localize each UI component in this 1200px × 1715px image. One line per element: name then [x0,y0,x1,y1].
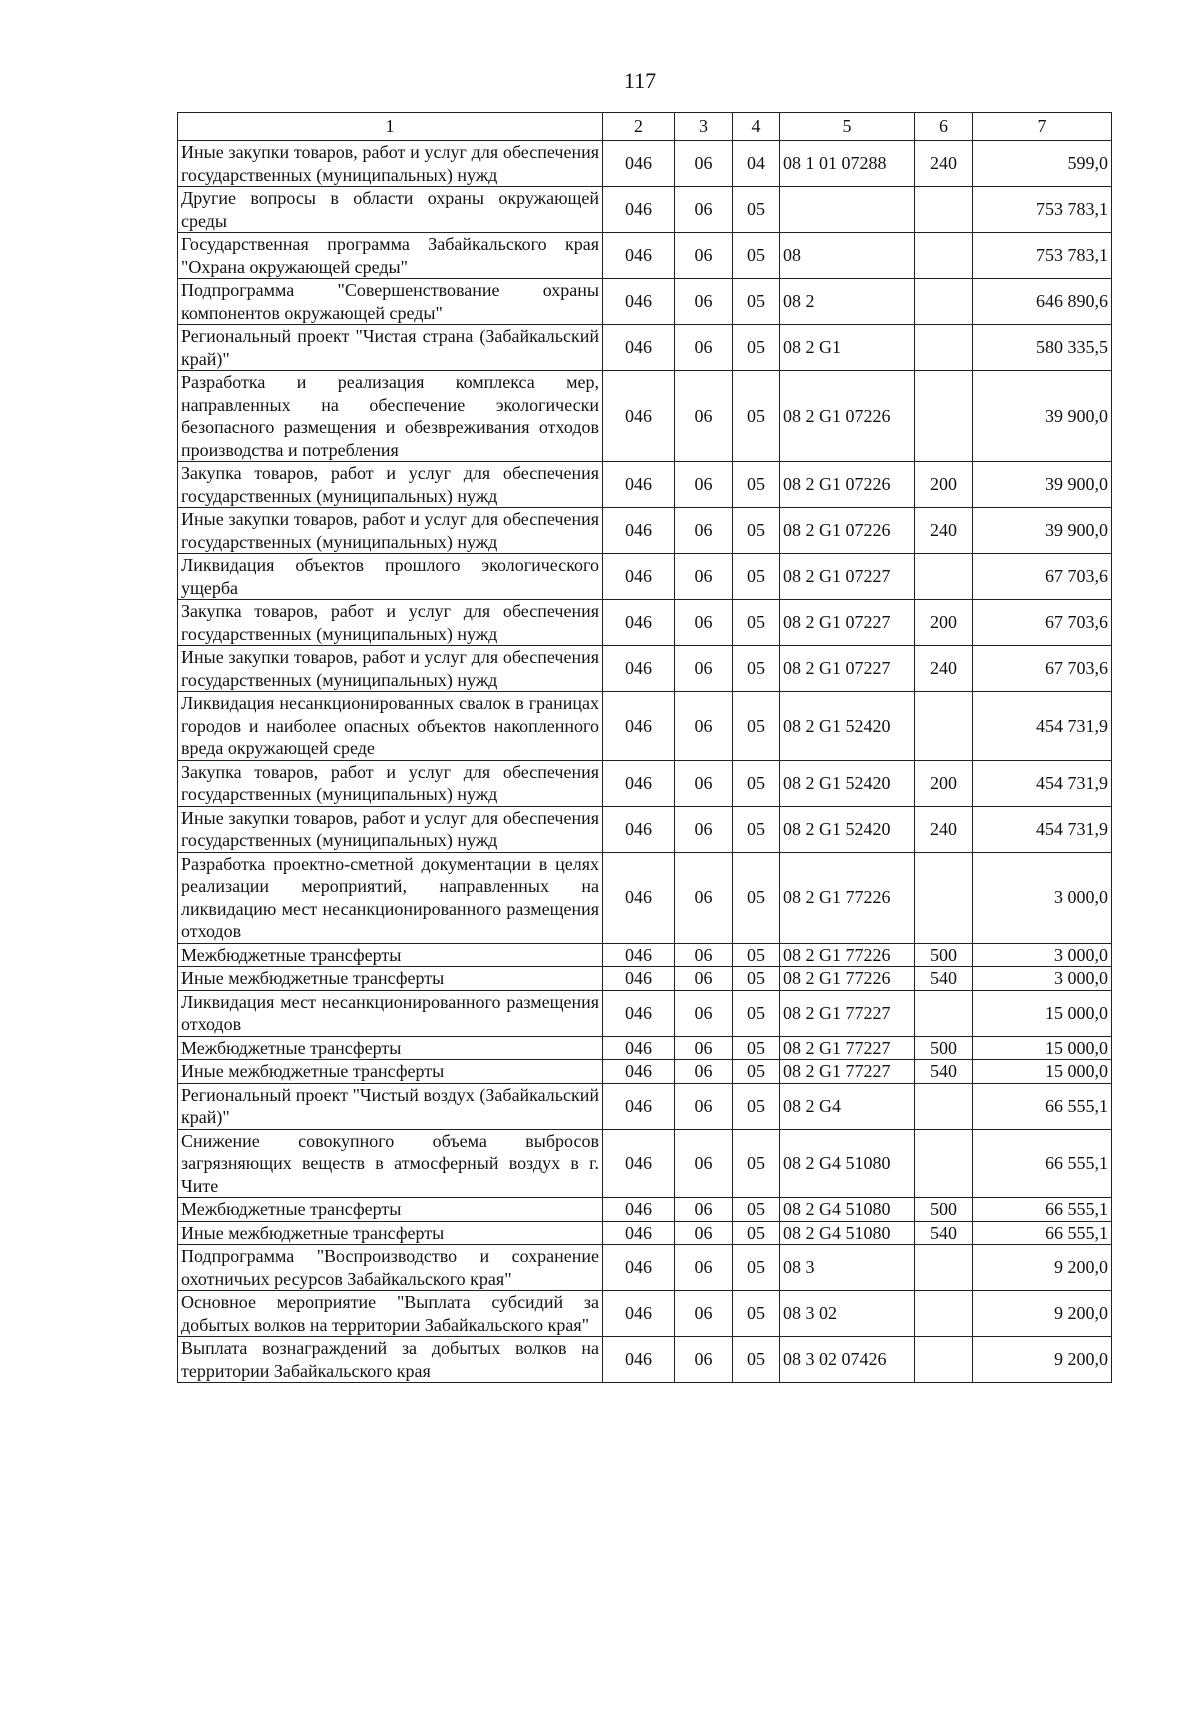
amount-cell: 9 200,0 [973,1337,1112,1383]
expense-type-cell: 500 [915,943,973,967]
table-row [178,852,1112,943]
subsection-code-cell: 05 [733,233,780,279]
subsection-code-cell: 05 [733,990,780,1036]
admin-code-cell: 046 [603,1245,675,1291]
target-article-cell: 08 2 G1 77226 [780,852,915,943]
admin-code-cell: 046 [603,141,675,187]
subsection-code-cell: 05 [733,1221,780,1245]
subsection-code-cell: 05 [733,806,780,852]
expense-type-cell: 240 [915,141,973,187]
admin-code-cell: 046 [603,1036,675,1060]
row-name-cell: Снижение совокупного объема выбросов загрязняющих веществ в атмосферный воздух в г. Чите [178,1129,603,1198]
expense-type-cell [915,1291,973,1337]
row-name-cell: Иные межбюджетные трансферты [178,1060,603,1084]
section-code-cell: 06 [675,1129,733,1198]
target-article-cell: 08 2 G1 07227 [780,554,915,600]
budget-table [177,112,1112,1383]
section-code-cell: 06 [675,1198,733,1222]
subsection-code-cell: 04 [733,141,780,187]
expense-type-cell [915,1129,973,1198]
expense-type-cell [915,325,973,371]
row-name-cell: Межбюджетные трансферты [178,1198,603,1222]
section-code-cell: 06 [675,600,733,646]
amount-cell: 3 000,0 [973,943,1112,967]
section-code-cell: 06 [675,967,733,991]
target-article-cell: 08 2 G1 77227 [780,990,915,1036]
row-name-cell: Другие вопросы в области охраны окружающей среды [178,187,603,233]
row-name-cell: Иные закупки товаров, работ и услуг для обеспечения государственных (муниципальных) нужд [178,508,603,554]
expense-type-cell: 540 [915,1060,973,1084]
amount-cell: 66 555,1 [973,1198,1112,1222]
section-code-cell: 06 [675,1337,733,1383]
amount-cell: 9 200,0 [973,1291,1112,1337]
expense-type-cell: 240 [915,646,973,692]
admin-code-cell: 046 [603,646,675,692]
target-article-cell: 08 2 G1 07227 [780,600,915,646]
target-article-cell: 08 2 G1 07226 [780,462,915,508]
row-name-cell: Разработка проектно-сметной документации в целях реализации мероприятий, направленных на ликвидацию мест несанкционированного размещения отходов [178,852,603,943]
subsection-code-cell: 05 [733,554,780,600]
row-name-cell: Ликвидация несанкционированных свалок в границах городов и наиболее опасных объектов накопленного вреда окружающей среде [178,692,603,761]
section-code-cell: 06 [675,760,733,806]
table-row [178,1198,1112,1222]
amount-cell: 39 900,0 [973,371,1112,462]
table-row [178,692,1112,761]
section-code-cell: 06 [675,692,733,761]
subsection-code-cell: 05 [733,279,780,325]
row-name-cell: Выплата вознаграждений за добытых волков на территории Забайкальского края [178,1337,603,1383]
amount-cell: 15 000,0 [973,990,1112,1036]
expense-type-cell [915,233,973,279]
row-name-cell: Региональный проект "Чистая страна (Забайкальский край)" [178,325,603,371]
header-cell: 1 [178,113,603,141]
expense-type-cell: 500 [915,1036,973,1060]
admin-code-cell: 046 [603,462,675,508]
target-article-cell: 08 2 G1 07226 [780,508,915,554]
expense-type-cell [915,371,973,462]
target-article-cell: 08 2 G1 [780,325,915,371]
amount-cell: 67 703,6 [973,646,1112,692]
admin-code-cell: 046 [603,943,675,967]
target-article-cell: 08 2 G1 77226 [780,967,915,991]
subsection-code-cell: 05 [733,760,780,806]
expense-type-cell: 240 [915,806,973,852]
amount-cell: 599,0 [973,141,1112,187]
target-article-cell: 08 [780,233,915,279]
table-row [178,600,1112,646]
header-cell: 5 [780,113,915,141]
amount-cell: 66 555,1 [973,1129,1112,1198]
row-name-cell: Ликвидация объектов прошлого экологического ущерба [178,554,603,600]
section-code-cell: 06 [675,554,733,600]
expense-type-cell [915,279,973,325]
row-name-cell: Региональный проект "Чистый воздух (Забайкальский край)" [178,1083,603,1129]
subsection-code-cell: 05 [733,692,780,761]
target-article-cell: 08 3 02 [780,1291,915,1337]
table-body [178,141,1112,1383]
subsection-code-cell: 05 [733,1036,780,1060]
admin-code-cell: 046 [603,692,675,761]
admin-code-cell: 046 [603,600,675,646]
subsection-code-cell: 05 [733,1083,780,1129]
amount-cell: 580 335,5 [973,325,1112,371]
target-article-cell: 08 3 [780,1245,915,1291]
row-name-cell: Иные межбюджетные трансферты [178,1221,603,1245]
section-code-cell: 06 [675,233,733,279]
amount-cell: 454 731,9 [973,806,1112,852]
target-article-cell: 08 1 01 07288 [780,141,915,187]
amount-cell: 67 703,6 [973,600,1112,646]
amount-cell: 67 703,6 [973,554,1112,600]
subsection-code-cell: 05 [733,852,780,943]
row-name-cell: Закупка товаров, работ и услуг для обеспечения государственных (муниципальных) нужд [178,760,603,806]
row-name-cell: Ликвидация мест несанкционированного размещения отходов [178,990,603,1036]
target-article-cell: 08 2 G4 51080 [780,1198,915,1222]
table-row [178,967,1112,991]
section-code-cell: 06 [675,187,733,233]
table-row [178,462,1112,508]
row-name-cell: Иные закупки товаров, работ и услуг для обеспечения государственных (муниципальных) нужд [178,141,603,187]
admin-code-cell: 046 [603,187,675,233]
table-row [178,1221,1112,1245]
row-name-cell: Закупка товаров, работ и услуг для обеспечения государственных (муниципальных) нужд [178,462,603,508]
subsection-code-cell: 05 [733,943,780,967]
admin-code-cell: 046 [603,1060,675,1084]
expense-type-cell: 540 [915,967,973,991]
section-code-cell: 06 [675,1221,733,1245]
row-name-cell: Разработка и реализация комплекса мер, направленных на обеспечение экологически безопасного размещения и обезвреживания отходов производства и потребления [178,371,603,462]
admin-code-cell: 046 [603,325,675,371]
target-article-cell: 08 2 G1 52420 [780,806,915,852]
amount-cell: 66 555,1 [973,1221,1112,1245]
target-article-cell: 08 2 G1 07227 [780,646,915,692]
subsection-code-cell: 05 [733,1291,780,1337]
table-row [178,646,1112,692]
admin-code-cell: 046 [603,279,675,325]
expense-type-cell: 240 [915,508,973,554]
subsection-code-cell: 05 [733,1245,780,1291]
subsection-code-cell: 05 [733,600,780,646]
table-row [178,279,1112,325]
admin-code-cell: 046 [603,233,675,279]
expense-type-cell [915,852,973,943]
section-code-cell: 06 [675,141,733,187]
section-code-cell: 06 [675,371,733,462]
row-name-cell: Подпрограмма "Совершенствование охраны компонентов окружающей среды" [178,279,603,325]
row-name-cell: Иные закупки товаров, работ и услуг для обеспечения государственных (муниципальных) нужд [178,806,603,852]
table-row [178,943,1112,967]
subsection-code-cell: 05 [733,646,780,692]
admin-code-cell: 046 [603,806,675,852]
target-article-cell: 08 2 G1 52420 [780,692,915,761]
table-row [178,760,1112,806]
target-article-cell: 08 2 [780,279,915,325]
section-code-cell: 06 [675,1245,733,1291]
row-name-cell: Основное мероприятие "Выплата субсидий за добытых волков на территории Забайкальского края" [178,1291,603,1337]
subsection-code-cell: 05 [733,371,780,462]
subsection-code-cell: 05 [733,1198,780,1222]
header-cell: 2 [603,113,675,141]
amount-cell: 753 783,1 [973,187,1112,233]
amount-cell: 454 731,9 [973,760,1112,806]
section-code-cell: 06 [675,646,733,692]
table-row [178,1060,1112,1084]
admin-code-cell: 046 [603,852,675,943]
subsection-code-cell: 05 [733,1060,780,1084]
subsection-code-cell: 05 [733,508,780,554]
target-article-cell: 08 2 G4 51080 [780,1129,915,1198]
amount-cell: 753 783,1 [973,233,1112,279]
amount-cell: 39 900,0 [973,462,1112,508]
row-name-cell: Межбюджетные трансферты [178,1036,603,1060]
table-row [178,990,1112,1036]
admin-code-cell: 046 [603,1221,675,1245]
table-row [178,325,1112,371]
table-row [178,1337,1112,1383]
table-row [178,554,1112,600]
section-code-cell: 06 [675,279,733,325]
header-cell: 6 [915,113,973,141]
admin-code-cell: 046 [603,1291,675,1337]
section-code-cell: 06 [675,462,733,508]
amount-cell: 9 200,0 [973,1245,1112,1291]
row-name-cell: Иные межбюджетные трансферты [178,967,603,991]
amount-cell: 3 000,0 [973,967,1112,991]
section-code-cell: 06 [675,1036,733,1060]
expense-type-cell: 200 [915,462,973,508]
admin-code-cell: 046 [603,1337,675,1383]
subsection-code-cell: 05 [733,1337,780,1383]
expense-type-cell [915,187,973,233]
admin-code-cell: 046 [603,990,675,1036]
table-row [178,1291,1112,1337]
expense-type-cell [915,1245,973,1291]
admin-code-cell: 046 [603,1198,675,1222]
table-row [178,1036,1112,1060]
amount-cell: 3 000,0 [973,852,1112,943]
expense-type-cell: 500 [915,1198,973,1222]
table-row [178,1083,1112,1129]
section-code-cell: 06 [675,508,733,554]
header-cell: 7 [973,113,1112,141]
row-name-cell: Иные закупки товаров, работ и услуг для обеспечения государственных (муниципальных) нужд [178,646,603,692]
header-row [178,113,1112,141]
table-row [178,233,1112,279]
expense-type-cell [915,554,973,600]
expense-type-cell: 200 [915,760,973,806]
section-code-cell: 06 [675,990,733,1036]
table-row [178,187,1112,233]
amount-cell: 66 555,1 [973,1083,1112,1129]
target-article-cell: 08 2 G4 51080 [780,1221,915,1245]
expense-type-cell: 200 [915,600,973,646]
page-number: 117 [623,68,657,93]
expense-type-cell [915,1083,973,1129]
amount-cell: 454 731,9 [973,692,1112,761]
table-row [178,141,1112,187]
row-name-cell: Межбюджетные трансферты [178,943,603,967]
amount-cell: 15 000,0 [973,1036,1112,1060]
subsection-code-cell: 05 [733,967,780,991]
admin-code-cell: 046 [603,967,675,991]
amount-cell: 646 890,6 [973,279,1112,325]
target-article-cell: 08 2 G1 77227 [780,1036,915,1060]
section-code-cell: 06 [675,806,733,852]
admin-code-cell: 046 [603,371,675,462]
target-article-cell: 08 2 G1 77227 [780,1060,915,1084]
expense-type-cell [915,1337,973,1383]
table-row [178,508,1112,554]
target-article-cell: 08 2 G1 52420 [780,760,915,806]
row-name-cell: Государственная программа Забайкальского края "Охрана окружающей среды" [178,233,603,279]
section-code-cell: 06 [675,1083,733,1129]
expense-type-cell: 540 [915,1221,973,1245]
target-article-cell: 08 2 G1 77226 [780,943,915,967]
table-row [178,1245,1112,1291]
target-article-cell: 08 2 G1 07226 [780,371,915,462]
section-code-cell: 06 [675,1291,733,1337]
expense-type-cell [915,990,973,1036]
subsection-code-cell: 05 [733,187,780,233]
admin-code-cell: 046 [603,760,675,806]
row-name-cell: Подпрограмма "Воспроизводство и сохранение охотничьих ресурсов Забайкальского края" [178,1245,603,1291]
subsection-code-cell: 05 [733,1129,780,1198]
target-article-cell: 08 3 02 07426 [780,1337,915,1383]
section-code-cell: 06 [675,943,733,967]
target-article-cell [780,187,915,233]
header-cell: 3 [675,113,733,141]
table-row [178,806,1112,852]
header-cell: 4 [733,113,780,141]
subsection-code-cell: 05 [733,325,780,371]
section-code-cell: 06 [675,852,733,943]
section-code-cell: 06 [675,1060,733,1084]
admin-code-cell: 046 [603,554,675,600]
subsection-code-cell: 05 [733,462,780,508]
amount-cell: 15 000,0 [973,1060,1112,1084]
admin-code-cell: 046 [603,1083,675,1129]
table-row [178,371,1112,462]
amount-cell: 39 900,0 [973,508,1112,554]
table-row [178,1129,1112,1198]
row-name-cell: Закупка товаров, работ и услуг для обеспечения государственных (муниципальных) нужд [178,600,603,646]
expense-type-cell [915,692,973,761]
admin-code-cell: 046 [603,508,675,554]
section-code-cell: 06 [675,325,733,371]
target-article-cell: 08 2 G4 [780,1083,915,1129]
admin-code-cell: 046 [603,1129,675,1198]
